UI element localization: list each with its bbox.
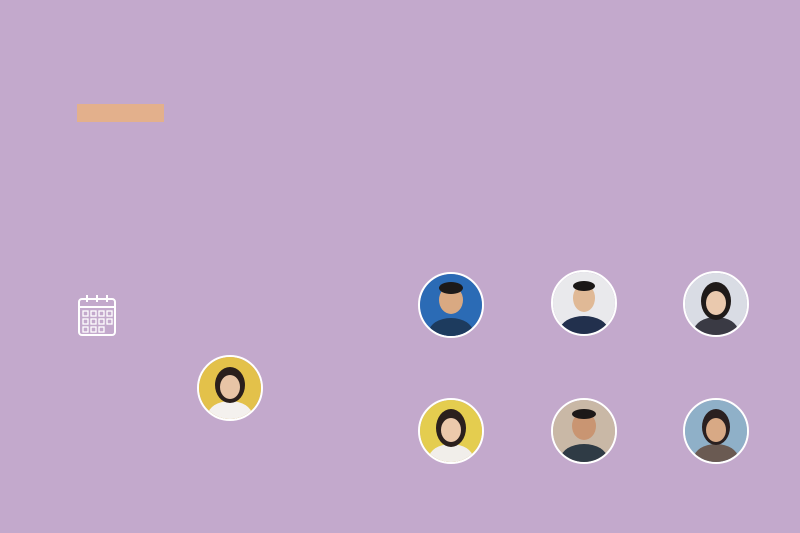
speaker-avatar-li-yuanning <box>551 398 617 464</box>
speaker-avatar-wu-haiyan <box>683 271 749 337</box>
online-event-badge <box>77 104 164 122</box>
calendar-icon <box>77 293 117 337</box>
speaker-card-zhang-ru-yuan <box>509 344 659 346</box>
speaker-card-liu-quanying <box>641 471 791 473</box>
moderator-card <box>155 428 305 430</box>
speaker-card-teng-xiang <box>376 344 526 346</box>
speaker-card-li-yuanning <box>509 471 659 473</box>
speaker-card-wang-shaonan <box>376 471 526 473</box>
speaker-avatar-zhang-ru-yuan <box>551 270 617 336</box>
speaker-avatar-liu-quanying <box>683 398 749 464</box>
moderator-avatar <box>197 355 263 421</box>
speaker-avatar-teng-xiang <box>418 272 484 338</box>
speaker-card-wu-haiyan <box>641 344 791 346</box>
speaker-avatar-wang-shaonan <box>418 398 484 464</box>
